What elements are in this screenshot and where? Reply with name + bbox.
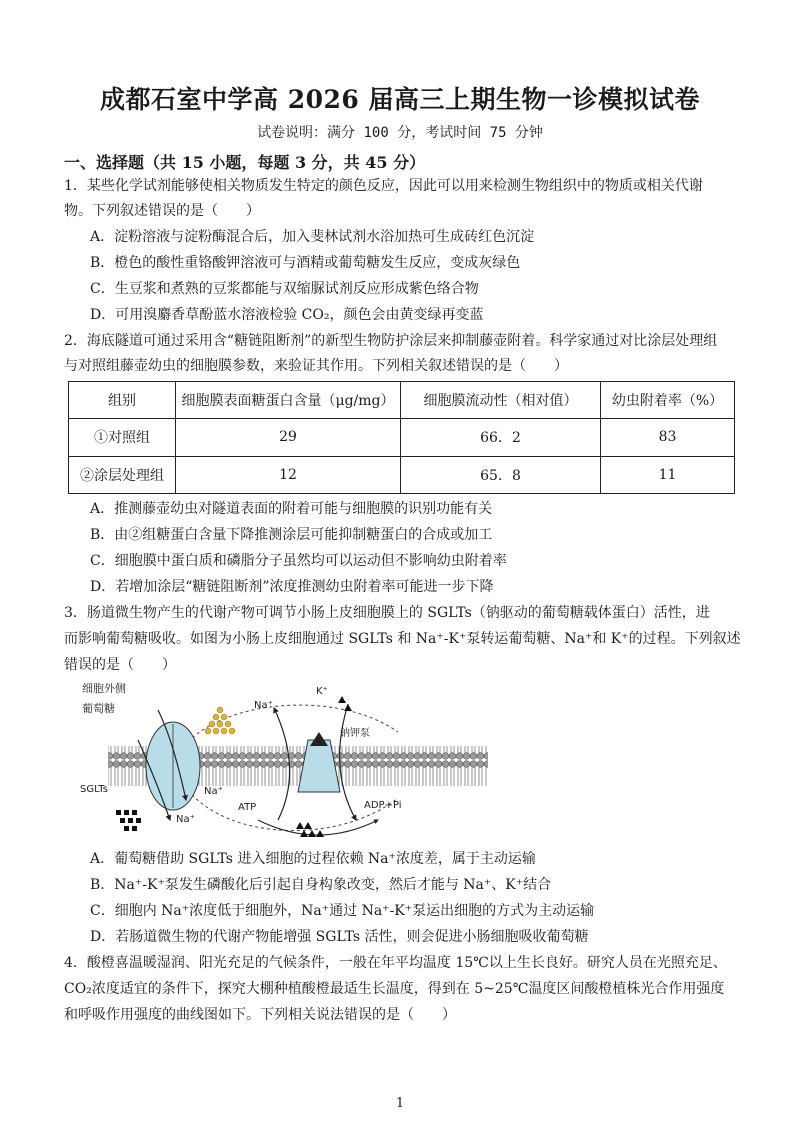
label-sglts: SGLTs (80, 784, 108, 795)
q2-data-table (68, 381, 735, 494)
q1-option-c: C．生豆浆和煮熟的豆浆都能与双缩脲试剂反应形成紫色络合物 (90, 281, 479, 297)
label-na-outside: Na⁺ (254, 700, 273, 711)
page-number: 1 (395, 1096, 405, 1111)
label-pump: 钠钾泵 (340, 728, 370, 739)
label-k-outside: K⁺ (316, 686, 328, 697)
table-cell: ②涂层处理组 (69, 456, 176, 493)
q3-stem-line2: 而影响葡萄糖吸收。如图为小肠上皮细胞通过 SGLTs 和 Na⁺-K⁺泵转运葡萄糖、Na⁺和 K⁺的过程。下列叙述 (64, 631, 741, 647)
table-header-cell: 组别 (69, 382, 176, 419)
exam-instructions: 试卷说明：满分 100 分，考试时间 75 分钟 (257, 125, 543, 141)
q3-option-d: D．若肠道微生物的代谢产物能增强 SGLTs 活性，则会促进小肠细胞吸收葡萄糖 (90, 929, 589, 945)
membrane-transport-diagram (78, 680, 568, 845)
pump-top-triangle (310, 732, 328, 746)
q4-stem-line3: 和呼吸作用强度的曲线图如下。下列相关说法错误的是（ ） (64, 1007, 456, 1023)
table-cell: 65．8 (401, 456, 601, 493)
table-header-row (69, 382, 735, 419)
q1-stem-line1: 1．某些化学试剂能够使相关物质发生特定的颜色反应，因此可以用来检测生物组织中的物质或相关代谢 (64, 178, 703, 194)
table-cell: 83 (601, 419, 735, 456)
table-header-cell: 细胞膜表面糖蛋白含量（μg/mg） (176, 382, 401, 419)
atp-hydrolysis-arrow (258, 820, 378, 835)
q3-option-c: C．细胞内 Na⁺浓度低于细胞外，Na⁺通过 Na⁺-K⁺泵运出细胞的方式为主动运输 (90, 903, 595, 919)
q2-option-d: D．若增加涂层“糖链阻断剂”浓度推测幼虫附着率可能进一步下降 (90, 579, 494, 595)
sodium-squares (116, 810, 141, 831)
q2-stem-line2: 与对照组藤壶幼虫的细胞膜参数，来验证其作用。下列相关叙述错误的是（ ） (64, 358, 568, 374)
q2-option-b: B．由②组糖蛋白含量下降推测涂层可能抑制糖蛋白的合成或加工 (90, 527, 493, 543)
q3-stem-line3: 错误的是（ ） (64, 657, 176, 673)
table-row (69, 456, 735, 493)
q1-stem-line2: 物。下列叙述错误的是（ ） (64, 203, 260, 219)
label-na-middle: Na⁺ (204, 786, 223, 797)
q4-stem-line1: 4．酸橙喜温暖湿润、阳光充足的气候条件，一般在年平均温度 15℃以上生长良好。研究人员在光照充足、 (64, 955, 727, 971)
q2-stem-line1: 2．海底隧道可通过采用含“糖链阻断剂”的新型生物防护涂层来抑制藤壶附着。科学家通过对比涂层处理组 (64, 333, 718, 349)
label-glucose: 葡萄糖 (82, 702, 115, 715)
table-cell: 12 (176, 456, 401, 493)
label-atp: ATP (238, 802, 257, 813)
exam-title: 成都石室中学高 2026 届高三上期生物一诊模拟试卷 (100, 85, 700, 114)
q3-option-a: A．葡萄糖借助 SGLTs 进入细胞的过程依赖 Na⁺浓度差，属于主动运输 (90, 851, 536, 867)
potassium-outside-triangles (338, 696, 352, 711)
table-cell: ①对照组 (69, 419, 176, 456)
label-adp: ADP+Pi (364, 800, 402, 811)
table-cell: 11 (601, 456, 735, 493)
q1-option-b: B．橙色的酸性重铬酸钾溶液可与酒精或葡萄糖发生反应，变成灰绿色 (90, 255, 521, 271)
label-outside: 细胞外侧 (82, 682, 126, 695)
q4-stem-line2: CO₂浓度适宜的条件下，探究大棚种植酸橙最适生长温度，得到在 5~25℃温度区间酸橙植株光合作用强度 (64, 981, 725, 997)
table-row (69, 419, 735, 456)
q2-option-c: C．细胞膜中蛋白质和磷脂分子虽然均可以运动但不影响幼虫附着率 (90, 553, 507, 569)
label-na-inside: Na⁺ (176, 814, 195, 825)
q1-option-d: D．可用溴麝香草酚蓝水溶液检验 CO₂，颜色会由黄变绿再变蓝 (90, 307, 484, 323)
q2-option-a: A．推测藤壶幼虫对隧道表面的附着可能与细胞膜的识别功能有关 (90, 501, 493, 517)
table-header-cell: 细胞膜流动性（相对值） (401, 382, 601, 419)
table-header-cell: 幼虫附着率（%） (601, 382, 735, 419)
q1-option-a: A．淀粉溶液与淀粉酶混合后，加入斐林试剂水浴加热可生成砖红色沉淀 (90, 229, 535, 245)
section-heading: 一、选择题（共 15 小题，每题 3 分，共 45 分） (64, 153, 426, 172)
table-cell: 29 (176, 419, 401, 456)
q3-option-b: B．Na⁺-K⁺泵发生磷酸化后引起自身构象改变，然后才能与 Na⁺、K⁺结合 (90, 877, 552, 893)
q3-stem-line1: 3．肠道微生物产生的代谢产物可调节小肠上皮细胞膜上的 SGLTs（钠驱动的葡萄糖载体蛋白）活性，进 (64, 605, 710, 621)
table-cell: 66．2 (401, 419, 601, 456)
